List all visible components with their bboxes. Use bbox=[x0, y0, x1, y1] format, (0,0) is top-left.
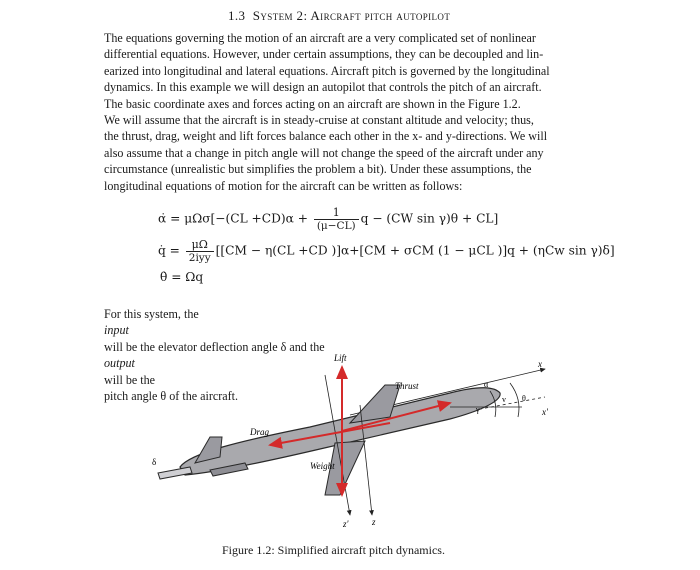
x-prime-label: x' bbox=[542, 407, 548, 417]
aircraft-figure bbox=[150, 345, 560, 533]
x-label: x bbox=[538, 359, 542, 369]
equation-alpha-dot: α̇ = μΩσ[−(CL +CD)α + $\frac{1}{(\mu-CL)}$ q − (CW sin γ)θ + CL] bbox=[158, 206, 499, 232]
intro-line: The equations governing the motion of an aircraft are a very complicated set of nonlinear bbox=[104, 31, 536, 45]
output-word: output bbox=[104, 356, 135, 371]
intro-line: earized into longitudinal and lateral equations. Aircraft pitch is governed by the longitudinal bbox=[104, 63, 550, 78]
delta-label: δ bbox=[152, 457, 157, 467]
elevator bbox=[158, 467, 192, 479]
thrust-label: Thrust bbox=[395, 381, 419, 391]
intro-line: longitudinal equations of motion for the aircraft can be written as follows: bbox=[104, 178, 463, 193]
intro-line: differential equations. However, under certain assumptions, they can be decoupled and lin- bbox=[104, 47, 544, 62]
intro-line: dynamics. In this example we will design an autopilot that controls the pitch of an aircraft. bbox=[104, 80, 542, 95]
io-paragraph: For this system, the input will be the elevator deflection angle δ and the output will be the pitch angle θ of the aircraft. bbox=[104, 307, 325, 404]
theta-arc bbox=[510, 383, 519, 417]
lift-label: Lift bbox=[334, 353, 347, 363]
weight-label: Weight bbox=[310, 461, 335, 471]
gamma-label: γ bbox=[476, 405, 480, 414]
input-word: input bbox=[104, 323, 129, 338]
intro-line: circumstance (unrealistic but simplifies the problem a bit). Under these assumptions, the bbox=[104, 162, 532, 177]
intro-paragraph bbox=[104, 30, 598, 194]
fraction: $\frac{\mu\Omega}{\text{2iyy}}$ bbox=[186, 238, 214, 264]
section-number: 1.3 bbox=[228, 8, 246, 23]
section-title: System 2: Aircraft pitch autopilot bbox=[252, 8, 451, 23]
intro-line: the thrust, drag, weight and lift forces balance each other in the x- and y-directions. We will bbox=[104, 129, 548, 144]
drag-label: Drag bbox=[250, 427, 270, 437]
theta-label: θ bbox=[522, 394, 526, 403]
alpha-label: α bbox=[484, 380, 489, 389]
fraction: $\frac{1}{(\mu-CL)}$ bbox=[314, 206, 359, 232]
intro-line: We will assume that the aircraft is in steady-cruise at constant altitude and velocity; thus, bbox=[104, 113, 534, 128]
intro-line: also assume that a change in pitch angle will not change the speed of the aircraft under any bbox=[104, 145, 544, 160]
figure-caption: Figure 1.2: Simplified aircraft pitch dynamics. bbox=[222, 543, 445, 557]
equation-q-dot: q̇ = $\frac{\mu\Omega}{\text{2iyy}}$ [[CM − η(CL +CD )]α+[CM + σCM (1 − μCL )]q + (ηCw sin γ)δ] bbox=[158, 238, 615, 264]
equation-theta-dot: θ̇ = Ωq bbox=[160, 270, 204, 284]
intro-line: The basic coordinate axes and forces acting on an aircraft are shown in the Figure 1.2. bbox=[104, 96, 521, 111]
section-heading bbox=[228, 8, 450, 24]
z-label: z bbox=[372, 517, 376, 527]
z-prime-label: z' bbox=[343, 519, 349, 529]
v-label: v bbox=[502, 395, 506, 404]
